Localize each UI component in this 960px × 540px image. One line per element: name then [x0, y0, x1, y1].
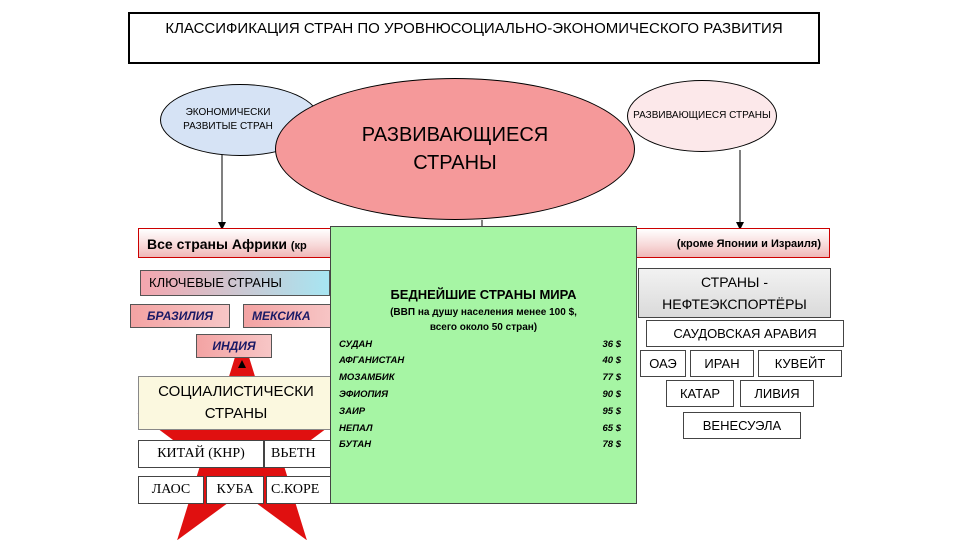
- socialist-country-laos: ЛАОС: [138, 476, 204, 504]
- oil-country-libya: ЛИВИЯ: [740, 380, 814, 407]
- oil-country-venezuela: ВЕНЕСУЭЛА: [683, 412, 801, 439]
- page-title: КЛАССИФИКАЦИЯ СТРАН ПО УРОВНЮСОЦИАЛЬНО-ЭКОНОМИЧЕСКОГО РАЗВИТИЯ: [128, 12, 820, 64]
- poorest-row: [339, 439, 621, 455]
- socialist-country-vietnam: ВЬЕТН: [264, 440, 334, 468]
- developing-countries-ellipse-small: [627, 80, 777, 152]
- oil-country-iran: ИРАН: [690, 350, 754, 377]
- oil-country-qatar: КАТАР: [666, 380, 734, 407]
- poorest-subtitle: [331, 305, 636, 335]
- poorest-row: [339, 406, 621, 422]
- socialist-country-north-korea: С.КОРЕ: [266, 476, 334, 504]
- developing-countries-small-label: РАЗВИВАЮЩИЕСЯ СТРАНЫ: [633, 110, 771, 121]
- band-left-label: Все страны Африки: [147, 236, 287, 252]
- poorest-subtitle-line-1: (ВВП на душу населения менее 100 $,: [390, 307, 577, 318]
- poorest-row-value: 65 $: [602, 423, 621, 434]
- key-country-india: ИНДИЯ: [196, 334, 272, 358]
- poorest-row-name: МОЗАМБИК: [339, 372, 395, 383]
- key-country-brazil: БРАЗИЛИЯ: [130, 304, 230, 328]
- developed-countries-label: ЭКОНОМИЧЕСКИ РАЗВИТЫЕ СТРАН: [183, 107, 273, 132]
- socialist-country-china: КИТАЙ (КНР): [138, 440, 264, 468]
- poorest-row: [339, 355, 621, 371]
- band-left-text: [147, 236, 307, 252]
- oil-exporters-header: СТРАНЫ - НЕФТЕЭКСПОРТЁРЫ: [638, 268, 831, 318]
- developing-countries-ellipse: [275, 78, 635, 220]
- band-left-note: (кр: [290, 240, 307, 252]
- poorest-title: БЕДНЕЙШИЕ СТРАНЫ МИРА: [390, 287, 577, 302]
- poorest-row-value: 95 $: [602, 406, 621, 417]
- poorest-row-value: 40 $: [602, 355, 621, 366]
- oil-country-uae: ОАЭ: [640, 350, 686, 377]
- socialist-countries-header: СОЦИАЛИСТИЧЕСКИ СТРАНЫ: [138, 376, 334, 430]
- band-right-text: (кроме Японии и Израиля): [676, 238, 821, 250]
- poorest-row-name: БУТАН: [339, 439, 372, 450]
- poorest-row-value: 90 $: [602, 389, 621, 400]
- poorest-row-value: 77 $: [602, 372, 621, 383]
- poorest-row-value: 78 $: [602, 439, 621, 450]
- poorest-countries-box: [330, 226, 637, 504]
- poorest-row-name: АФГАНИСТАН: [339, 355, 405, 366]
- poorest-row-value: 36 $: [602, 339, 621, 350]
- poorest-row: [339, 339, 621, 355]
- socialist-country-cuba: КУБА: [206, 476, 264, 504]
- poorest-row: [339, 423, 621, 439]
- poorest-row-name: НЕПАЛ: [339, 423, 373, 434]
- poorest-row: [339, 372, 621, 388]
- poorest-row-name: СУДАН: [339, 339, 373, 350]
- key-country-mexico: МЕКСИКА: [243, 304, 335, 328]
- poorest-row: [339, 389, 621, 405]
- oil-country-saudi-arabia: САУДОВСКАЯ АРАВИЯ: [646, 320, 844, 347]
- developing-countries-label: РАЗВИВАЮЩИЕСЯ СТРАНЫ: [361, 124, 549, 174]
- oil-country-kuwait: КУВЕЙТ: [758, 350, 842, 377]
- poorest-row-name: ЗАИР: [339, 406, 366, 417]
- poorest-subtitle-line-2: всего около 50 стран): [429, 322, 538, 333]
- key-countries-header: КЛЮЧЕВЫЕ СТРАНЫ: [140, 270, 330, 296]
- poorest-row-name: ЭФИОПИЯ: [339, 389, 389, 400]
